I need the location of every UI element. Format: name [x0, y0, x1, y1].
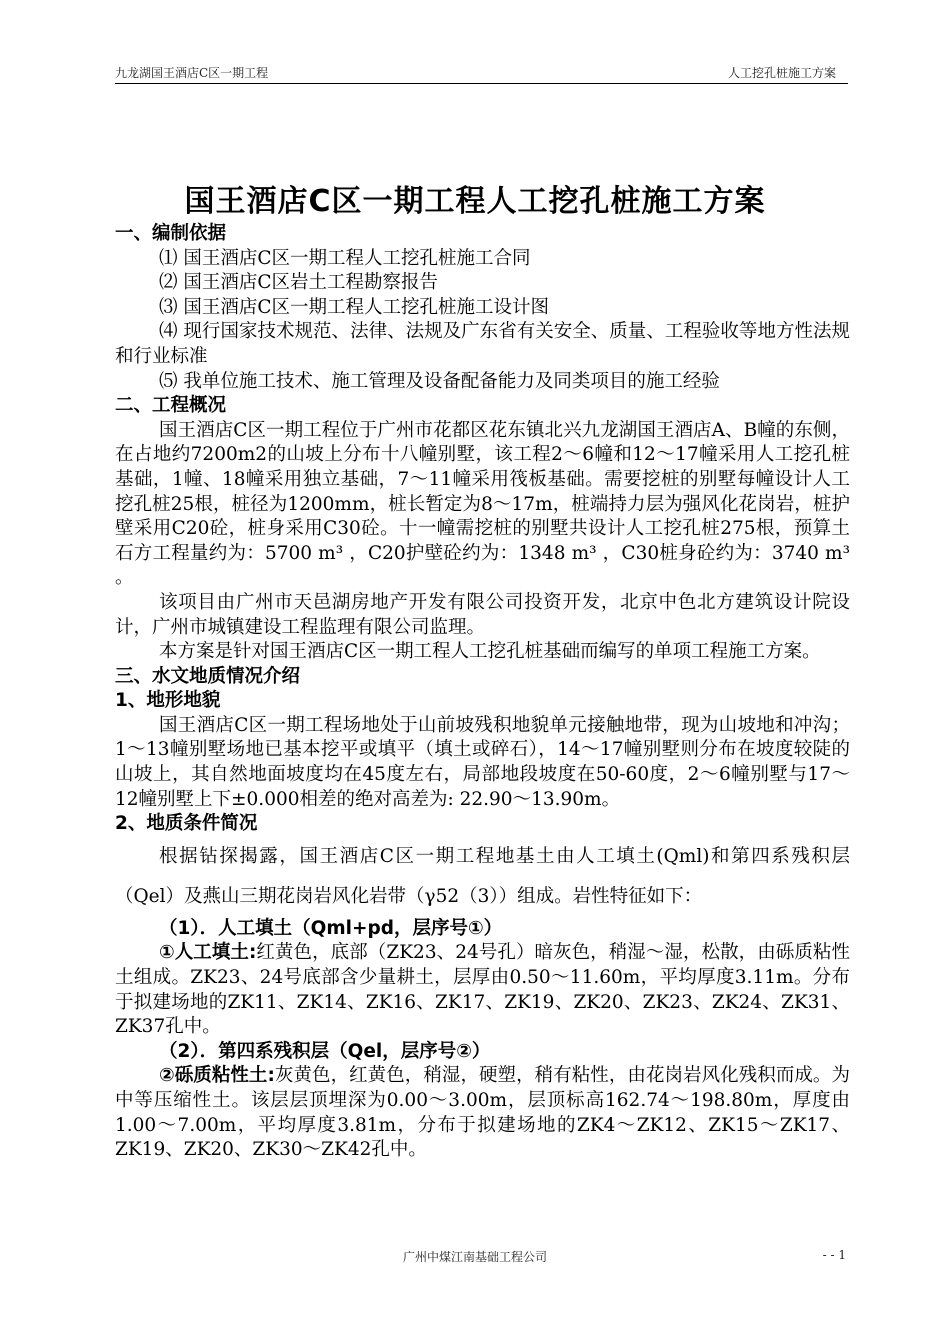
layer-description-fill: [115, 941, 850, 1039]
document-title: 国王酒店C区一期工程人工挖孔桩施工方案: [184, 184, 766, 219]
basis-item: ⑷ 现行国家技术规范、法律、法规及广东省有关安全、质量、工程验收等地方性法规和行业标准: [115, 321, 850, 367]
layer-label-fill: ①人工填土:: [159, 942, 257, 964]
footer-page-number: - - 1: [822, 1248, 846, 1262]
footer-company: 广州中煤江南基础工程公司: [402, 1250, 547, 1264]
layer-label-residual: ②砾质粘性土:: [159, 1065, 275, 1087]
section-heading-hydrogeology: 三、水文地质情况介绍: [115, 665, 301, 687]
subsection-heading-geology: 2、地质条件简况: [115, 813, 258, 835]
geology-paragraph: 根据钻探揭露，国王酒店C区一期工程地基土由人工填土(Qml)和第四系残积层（Qel）及燕山三期花岗岩风化岩带（γ52（3））组成。岩性特征如下：: [115, 845, 850, 907]
header-right-doc-title: 人工挖孔桩施工方案: [727, 66, 836, 80]
subsection-heading-topography: 1、地形地貌: [115, 690, 221, 712]
overview-paragraph: 本方案是针对国王酒店C区一期工程人工挖孔桩基础而编写的单项工程施工方案。: [159, 641, 821, 663]
layer-heading-residual: （2）．第四系残积层（Qel，层序号②）: [159, 1040, 491, 1062]
document-body: [115, 222, 850, 1163]
layer-heading-fill: （1）．人工填土（Qml+pd，层序号①）: [159, 917, 503, 939]
layer-description-residual: [115, 1064, 850, 1162]
section-heading-overview: 二、工程概况: [115, 395, 227, 417]
overview-paragraph: 该项目由广州市天邑湖房地产开发有限公司投资开发，北京中色北方建筑设计院设计，广州市城镇建设工程监理有限公司监理。: [115, 591, 850, 638]
topography-paragraph: 国王酒店C区一期工程场地处于山前坡残积地貌单元接触地带，现为山坡地和冲沟；1～13幢别墅场地已基本挖平或填平（填土或碎石），14～17幢别墅则分布在坡度较陡的山坡上，其自然地面坡度均在45度左右，局部地段坡度在50-60度，2～6幢别墅与17～12幢别墅上下±0.000相差的绝对高差为: 22.90～13.90m。: [115, 714, 850, 810]
layer-text-residual: 灰黄色，红黄色，稍湿，硬塑，稍有粘性，由花岗岩风化残积而成。为中等压缩性土。该层层顶埋深为0.00～3.00m，层顶标高162.74～198.80m，厚度由1.00～7.00m，平均厚度3.81m，分布于拟建场地的ZK4～ZK12、ZK15～ZK17、ZK19、ZK20、ZK30～ZK42孔中。: [115, 1065, 850, 1161]
header-divider: [115, 83, 848, 84]
layer-text-fill: 红黄色，底部（ZK23、24号孔）暗灰色，稍湿～湿，松散，由砾质粘性土组成。ZK23、24号底部含少量耕土，层厚由0.50～11.60m，平均厚度3.11m。分布于拟建场地的ZK11、ZK14、ZK16、ZK17、ZK19、ZK20、ZK23、ZK24、ZK31、ZK37孔中。: [115, 942, 850, 1038]
section-heading-basis: 一、编制依据: [115, 223, 227, 244]
basis-item: ⑸ 我单位施工技术、施工管理及设备配备能力及同类项目的施工经验: [159, 370, 720, 392]
header-left-project-name: 九龙湖国王酒店C区一期工程: [115, 66, 269, 80]
basis-item: ⑴ 国王酒店C区一期工程人工挖孔桩施工合同: [159, 247, 531, 269]
overview-paragraph: 国王酒店C区一期工程位于广州市花都区花东镇北兴九龙湖国王酒店A、B幢的东侧，在占地约7200m2的山坡上分布十八幢别墅，该工程2～6幢和12～17幢采用人工挖孔桩基础，1幢、18幢采用独立基础，7～11幢采用筏板基础。需要挖桩的别墅每幢设计人工挖孔桩25根，桩径为1200mm，桩长暂定为8～17m，桩端持力层为强风化花岗岩，桩护壁采用C20砼，桩身采用C30砼。十一幢需挖桩的别墅共设计人工挖孔桩275根，预算土石方工程量约为：5700 m³ ，C20护壁砼约为：1348 m³ ，C30桩身砼约为：3740 m³ 。: [115, 419, 850, 589]
basis-item: ⑶ 国王酒店C区一期工程人工挖孔桩施工设计图: [159, 296, 550, 318]
basis-item: ⑵ 国王酒店C区岩土工程勘察报告: [159, 272, 439, 294]
